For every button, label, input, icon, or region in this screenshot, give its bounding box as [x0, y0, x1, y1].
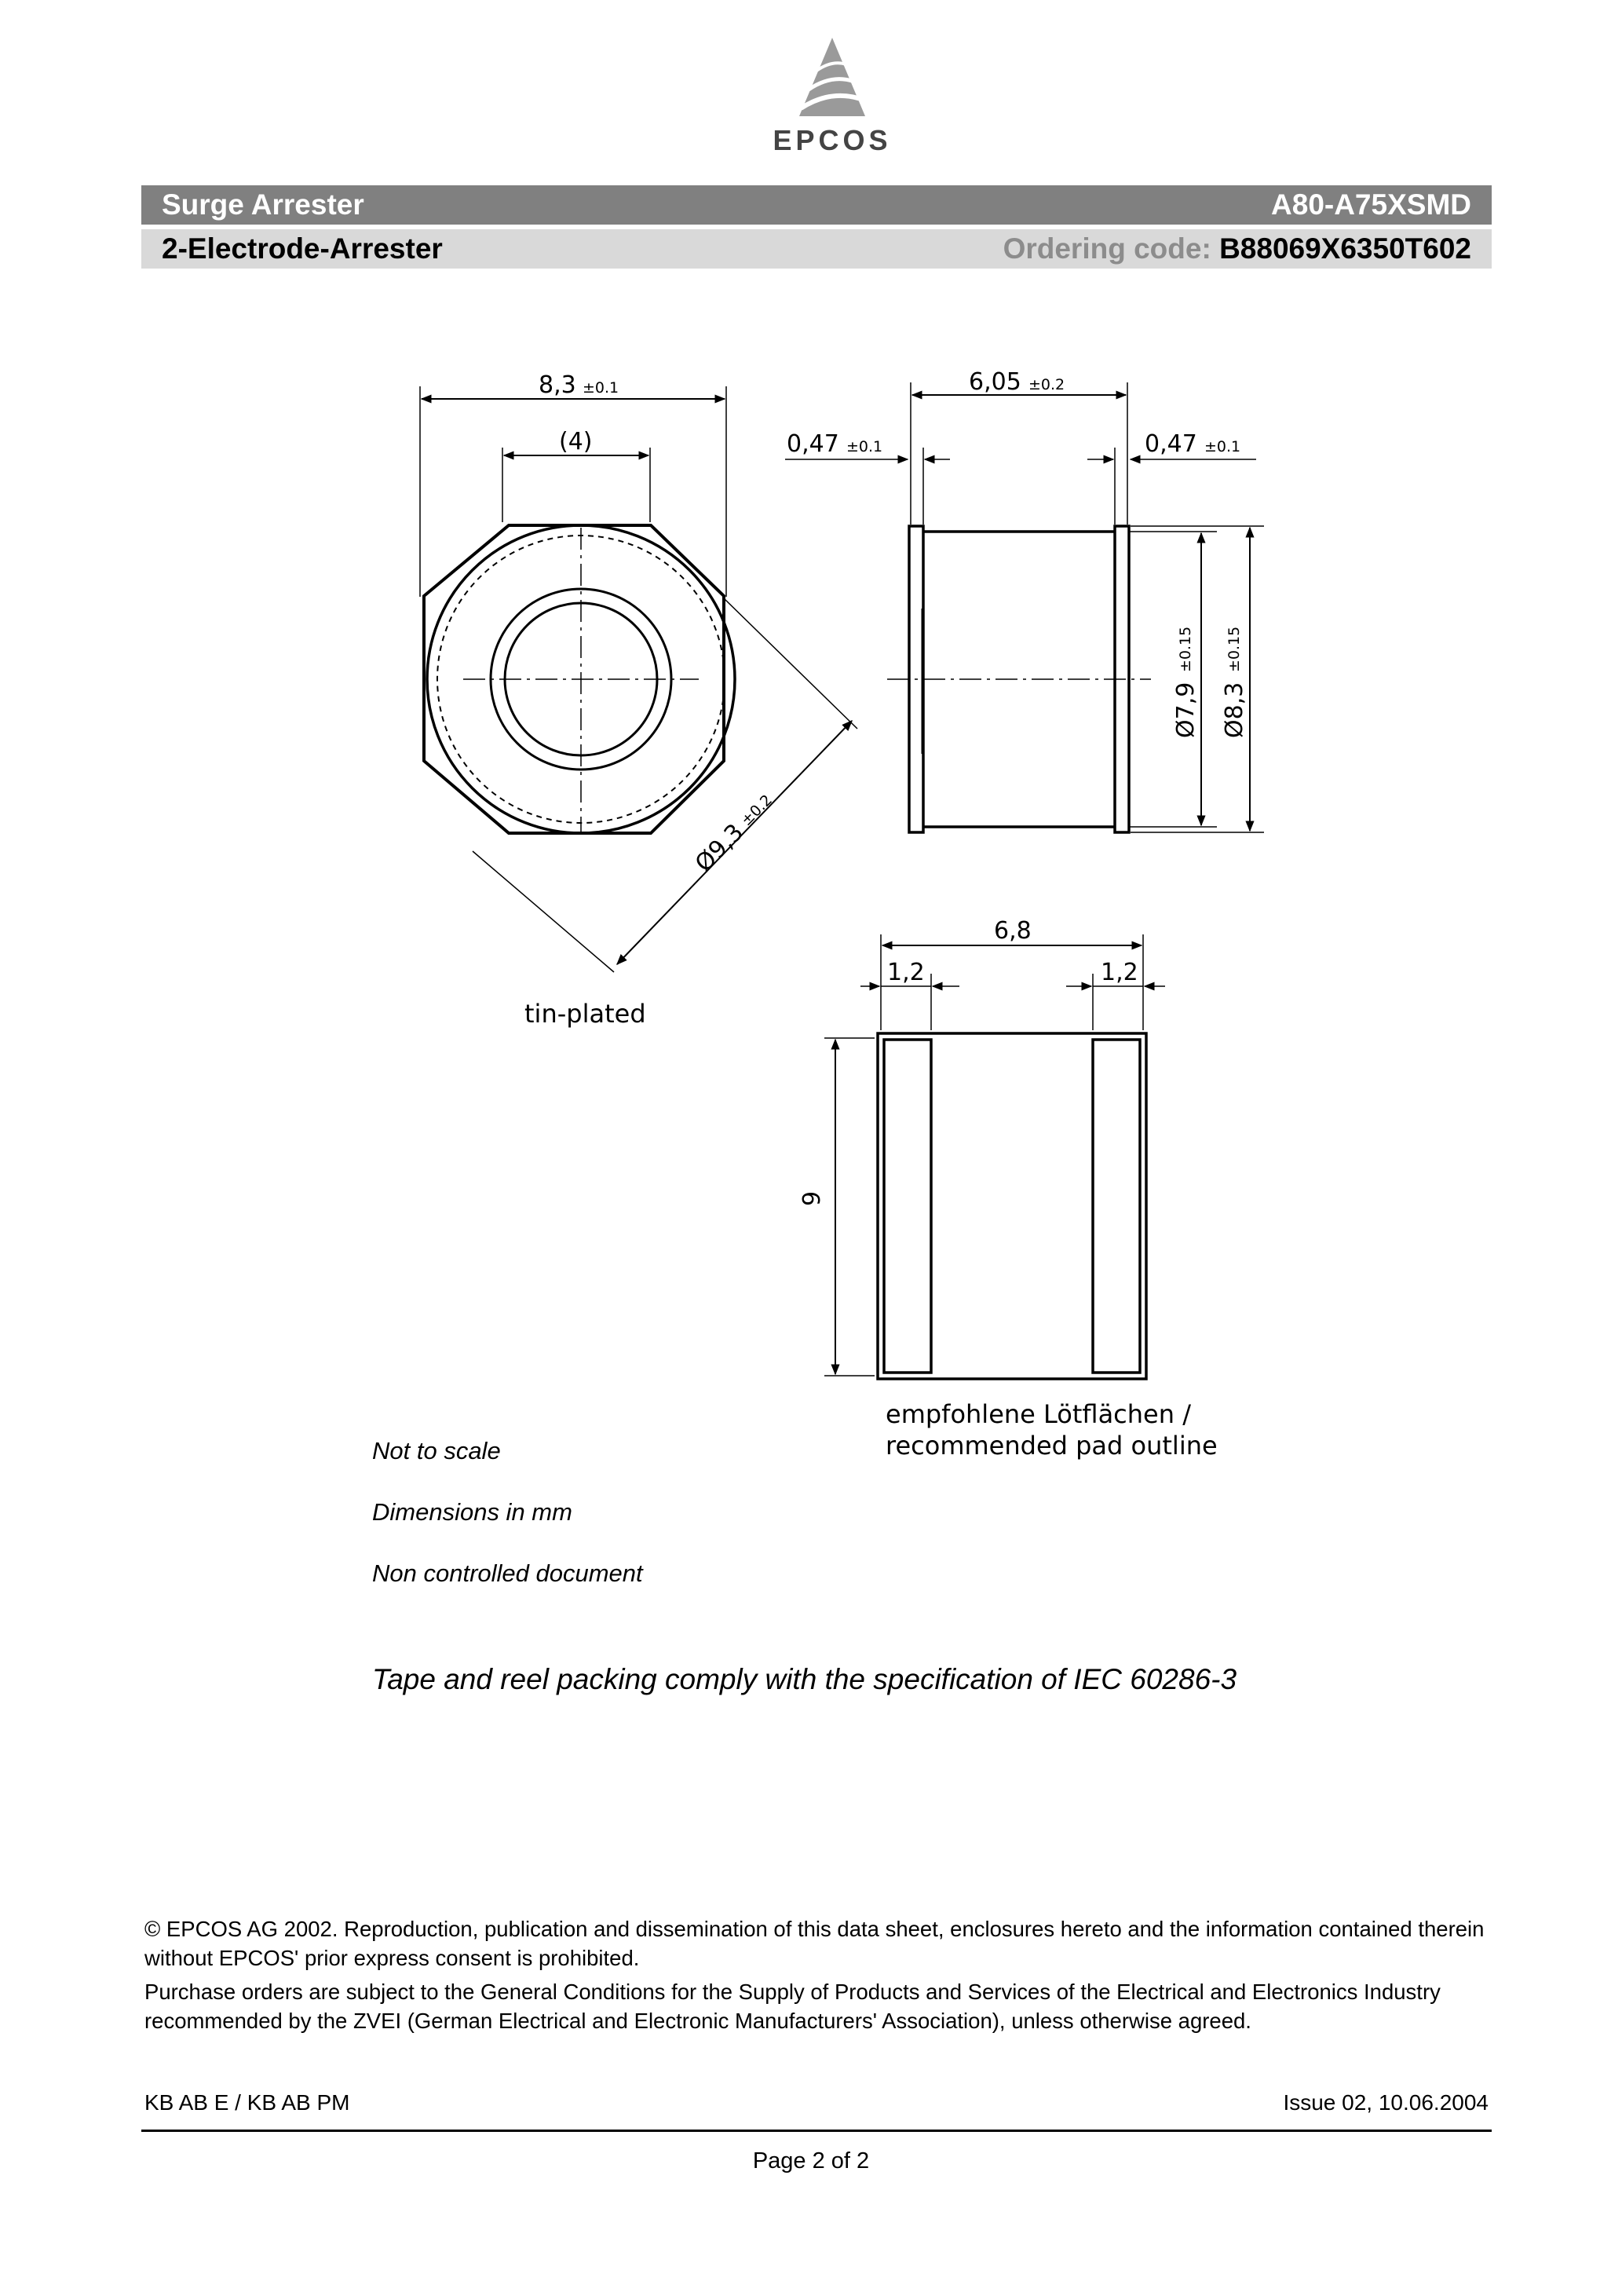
outer-dia-label	[1221, 627, 1248, 738]
diag-dim-label	[690, 788, 780, 878]
copyright-text: © EPCOS AG 2002. Reproduction, publication and dissemination of this data sheet, enclosures hereto and the information contained therein without EPCOS' prior express consent is prohibited.	[144, 1917, 1485, 1970]
outer-dia-tol: ±0.15	[1226, 626, 1243, 672]
flat-dim: (4)	[559, 428, 593, 455]
page-number: Page 2 of 2	[752, 2148, 870, 2174]
department-code: KB AB E / KB AB PM	[144, 2090, 350, 2115]
width-tol: ±0.1	[583, 379, 619, 397]
part-number: A80-A75XSMD	[1271, 188, 1471, 221]
subtitle-bar	[141, 229, 1492, 269]
epcos-logo	[754, 31, 911, 157]
outer-dia-dim: Ø8,3	[1221, 682, 1248, 738]
pad-height-label	[798, 1191, 826, 1206]
note-scale: Not to scale	[372, 1437, 501, 1464]
packing-note: Tape and reel packing comply with the specification of IEC 60286-3	[372, 1663, 1237, 1695]
legal-footer	[144, 1914, 1495, 2040]
length-dim: 6,05	[969, 368, 1021, 396]
ordering-code-label: Ordering code:	[1003, 232, 1211, 265]
front-view	[420, 386, 857, 972]
pad-total-width: 6,8	[994, 917, 1032, 945]
width-dim: 8,3	[539, 371, 576, 399]
logo-wordmark: EPCOS	[773, 124, 892, 156]
diag-tol: ±0.2	[737, 791, 776, 830]
product-title: Surge Arrester	[162, 188, 364, 221]
left-cap-tol: ±0.1	[846, 438, 883, 455]
diag-dim: Ø9,3	[689, 818, 750, 878]
finish-label: tin-plated	[524, 999, 646, 1029]
pad-caption-en: recommended pad outline	[886, 1431, 1218, 1461]
pad-caption-de: empfohlene Lötflächen /	[886, 1399, 1191, 1429]
purchase-terms-text: Purchase orders are subject to the General Conditions for the Supply of Products and Services of the Electrical and Electronics Industry recommended by the ZVEI (German Electrical and Electronic Manufacturers' Association), unless otherwise agreed.	[144, 1980, 1441, 2033]
ordering-code-value: B88069X6350T602	[1219, 232, 1471, 265]
drawing-notes	[372, 1437, 643, 1621]
ordering-code-block	[1003, 229, 1471, 269]
side-view	[785, 382, 1264, 832]
length-tol: ±0.2	[1028, 376, 1065, 393]
right-cap-tol: ±0.1	[1204, 438, 1241, 455]
pad-right-width: 1,2	[1101, 959, 1138, 986]
issue-date: Issue 02, 10.06.2004	[1283, 2090, 1489, 2115]
title-bar	[141, 185, 1492, 225]
right-cap-dim: 0,47	[1145, 430, 1197, 458]
inner-dia-dim: Ø7,9	[1172, 682, 1200, 738]
note-control: Non controlled document	[372, 1559, 643, 1587]
inner-dia-tol: ±0.15	[1177, 626, 1194, 672]
pad-layout	[824, 934, 1165, 1379]
footer-divider	[141, 2130, 1492, 2132]
product-subtitle: 2-Electrode-Arrester	[162, 232, 443, 265]
pad-height: 9	[798, 1190, 826, 1206]
pad-left-width: 1,2	[887, 959, 925, 986]
note-units: Dimensions in mm	[372, 1498, 572, 1526]
left-cap-dim: 0,47	[787, 430, 839, 458]
inner-dia-label	[1172, 627, 1200, 738]
logo-triangle-icon	[754, 31, 911, 126]
